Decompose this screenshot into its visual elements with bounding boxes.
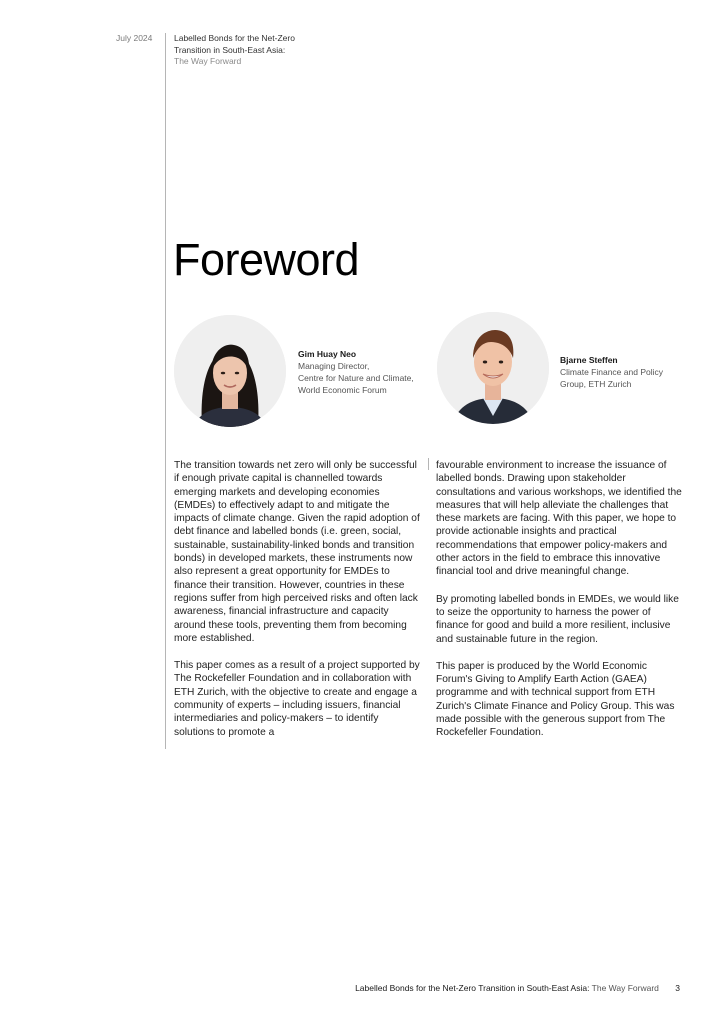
footer-title: Labelled Bonds for the Net-Zero Transition in South-East Asia: xyxy=(355,983,590,993)
author-role-line: World Economic Forum xyxy=(298,385,387,395)
body-paragraph: This paper comes as a result of a project supported by The Rockefeller Foundation and in collaboration with ETH Zurich, with the objective to create and engage a community of experts – including issuers, financial intermediaries and policy-makers – to identify solutions to promote a xyxy=(174,660,420,738)
page-title: Foreword xyxy=(173,234,360,285)
header-subtitle: The Way Forward xyxy=(174,56,242,66)
body-paragraph: favourable environment to increase the issuance of labelled bonds. Drawing upon stakeholder consultations and various workshops, we identified the measures that will help alleviate the challenges that these markets are facing. With this paper, we hope to provide actionable insights and practical recommendations that empower policy-makers and other actors in the field to embrace this innovative financial tool and drive meaningful change. xyxy=(436,460,682,578)
author-photo-1 xyxy=(174,315,286,427)
body-paragraph: The transition towards net zero will only be successful if enough private capital is channelled towards emerging markets and developing economies (EMDEs) to effectively adapt to and mitigate the impacts of climate change. Given the rapid adoption of debt finance and labelled bonds (i.e. green, social, sustainable, sustainability-linked bonds and transition bonds) in developed markets, these instruments now also represent a great opportunity for EMDEs to finance their transition. However, countries in these regions suffer from high perceived risks and often lack awareness, financial infrastructure and capacity around these tools, preventing them from becoming more established. xyxy=(174,460,420,644)
author-info-1 xyxy=(298,348,428,396)
body-paragraph: This paper is produced by the World Economic Forum's Giving to Amplify Earth Action (GAEA) programme and with technical support from ETH Zurich's Climate Finance and Policy Group. This was made possible with the generous support from The Rockefeller Foundation. xyxy=(436,660,675,739)
author-role-line: Managing Director, xyxy=(298,361,370,371)
header-title-line2: Transition in South-East Asia: xyxy=(174,44,286,55)
author-role-line: Group, ETH Zurich xyxy=(560,379,632,389)
header-date: July 2024 xyxy=(116,33,153,43)
author-info-2 xyxy=(560,354,690,390)
page-footer xyxy=(355,983,680,993)
author-role-line: Climate Finance and Policy xyxy=(560,367,663,377)
body-paragraph: By promoting labelled bonds in EMDEs, we would like to seize the opportunity to harness the power of finance for good and build a more resilient, inclusive and sustainable future in the region. xyxy=(436,593,679,645)
author-name: Bjarne Steffen xyxy=(560,355,618,365)
portrait-woman-image xyxy=(174,315,286,427)
author-name: Gim Huay Neo xyxy=(298,349,357,359)
author-photo-2 xyxy=(437,312,549,424)
footer-subtitle: The Way Forward xyxy=(591,983,659,993)
column-divider xyxy=(428,458,429,470)
portrait-man-image xyxy=(437,312,549,424)
body-column-left xyxy=(174,459,421,753)
header-title-line1: Labelled Bonds for the Net-Zero xyxy=(174,33,295,43)
page-number: 3 xyxy=(675,983,680,993)
header-divider xyxy=(165,33,166,749)
author-role-line: Centre for Nature and Climate, xyxy=(298,373,414,383)
body-column-right xyxy=(436,459,684,754)
header-title xyxy=(174,33,394,68)
